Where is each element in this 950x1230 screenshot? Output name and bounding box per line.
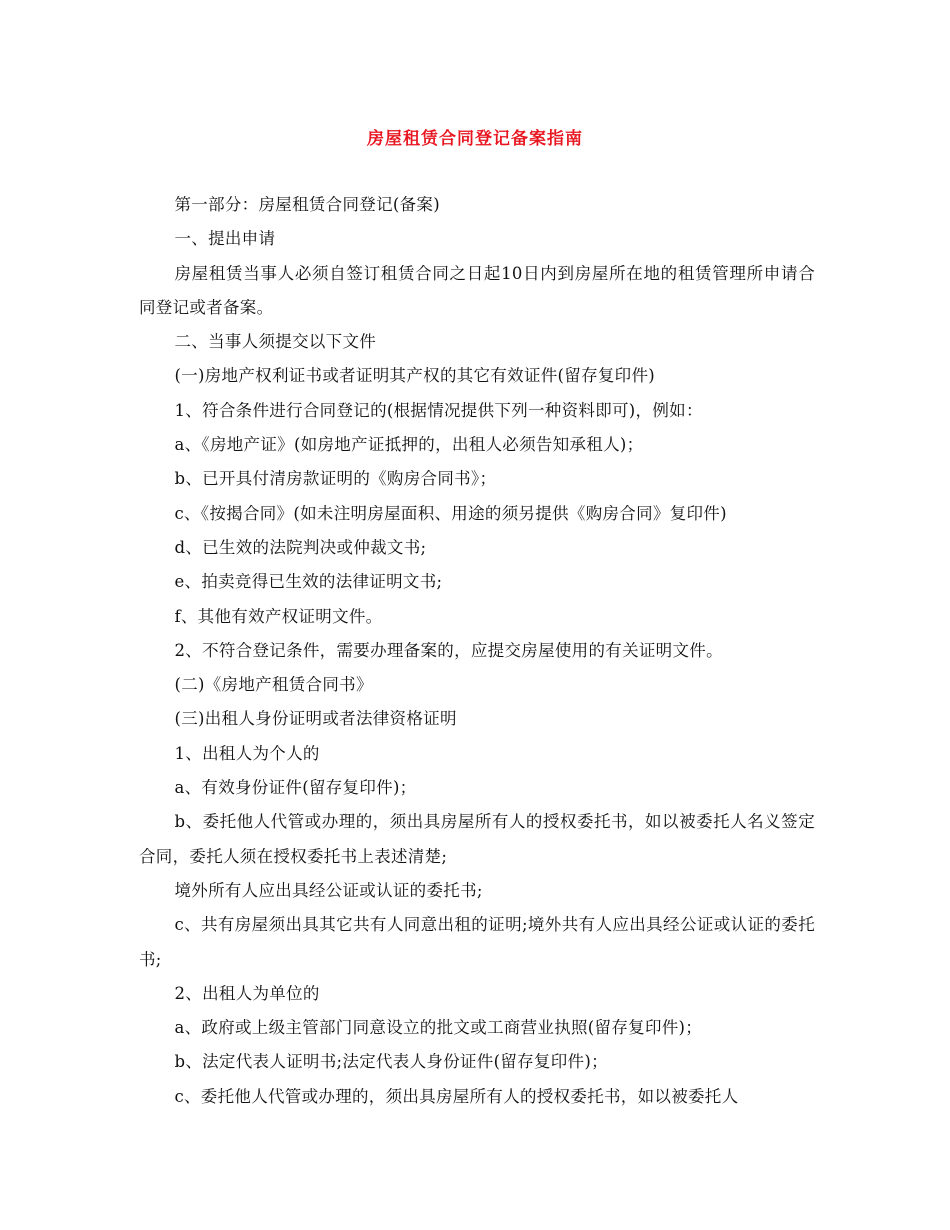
paragraph: 2、不符合登记条件，需要办理备案的，应提交房屋使用的有关证明文件。	[174, 640, 723, 660]
paragraph: f、其他有效产权证明文件。	[174, 606, 383, 626]
paragraph: b、法定代表人证明书;法定代表人身份证件(留存复印件)；	[174, 1052, 608, 1072]
paragraph: b、已开具付清房款证明的《购房合同书》；	[174, 469, 497, 489]
paragraph: 第一部分：房屋租赁合同登记(备案)	[174, 195, 440, 214]
document-title: 房屋租赁合同登记备案指南	[367, 129, 583, 149]
paragraph: a、《房地产证》(如房地产证抵押的，出租人必须告知承租人)；	[174, 435, 644, 455]
paragraph: e、拍卖竞得已生效的法律证明文书;	[174, 572, 443, 592]
paragraph: c、《按揭合同》(如未注明房屋面积、用途的须另提供《购房合同》复印件)	[174, 503, 727, 523]
paragraph: b、委托他人代管或办理的，须出具房屋所有人的授权委托书，如以被委托人名义签定合同，委托人须在授权委托书上表述清楚;	[139, 812, 815, 866]
paragraph: 1、符合条件进行合同登记的(根据情况提供下列一种资料即可)，例如：	[174, 400, 703, 420]
paragraph: 二、当事人须提交以下文件	[174, 332, 377, 352]
paragraph: c、委托他人代管或办理的，须出具房屋所有人的授权委托书，如以被委托人	[174, 1086, 739, 1106]
paragraph: 一、提出申请	[174, 229, 276, 249]
paragraph: a、政府或上级主管部门同意设立的批文或工商营业执照(留存复印件)；	[174, 1018, 703, 1038]
paragraph: 1、出租人为个人的	[174, 743, 320, 763]
paragraph: c、共有房屋须出具其它共有人同意出租的证明;境外共有人应出具经公证或认证的委托书;	[139, 915, 815, 969]
paragraph: 境外所有人应出具经公证或认证的委托书;	[174, 880, 483, 900]
paragraph: a、有效身份证件(留存复印件)；	[174, 778, 417, 798]
paragraph: 2、出租人为单位的	[174, 983, 320, 1003]
paragraph: d、已生效的法院判决或仲裁文书;	[174, 537, 427, 557]
paragraph: (三)出租人身份证明或者法律资格证明	[174, 709, 457, 729]
document-body	[139, 188, 815, 1114]
paragraph: (一)房地产权利证书或者证明其产权的其它有效证件(留存复印件)	[174, 366, 656, 386]
paragraph: 房屋租赁当事人必须自签订租赁合同之日起10日内到房屋所在地的租赁管理所申请合同登记或者备案。	[139, 263, 815, 317]
paragraph: (二)《房地产租赁合同书》	[174, 675, 373, 695]
